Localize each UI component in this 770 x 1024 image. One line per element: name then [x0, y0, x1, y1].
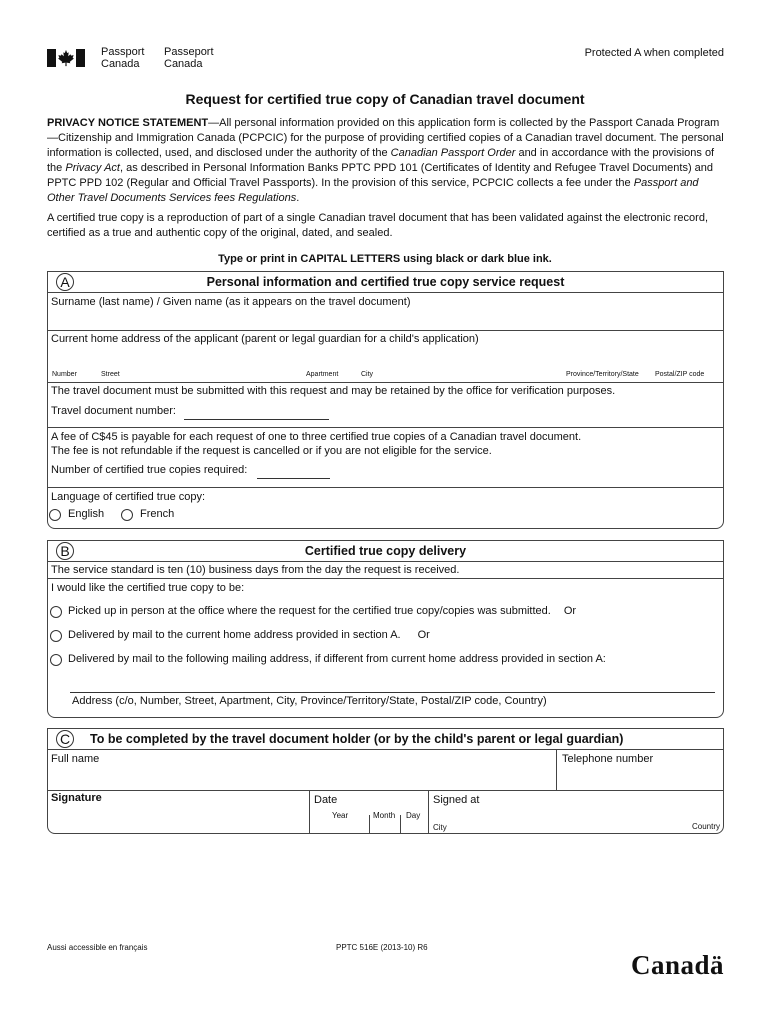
- canada-flag-logo: [47, 49, 85, 67]
- english-radio[interactable]: [49, 509, 61, 521]
- name-phone-divider: [556, 750, 557, 791]
- mail-other-radio[interactable]: [50, 654, 62, 666]
- intro-paragraph: A certified true copy is a reproduction of part of a single Canadian travel document that has been validated against the electronic record, certified as a true and authentic copy of the original, dated, and sealed.: [47, 212, 709, 239]
- addr-number-label: Number: [52, 371, 77, 378]
- copies-input[interactable]: [257, 478, 330, 479]
- day-label: Day: [406, 811, 421, 820]
- year-label: Year: [332, 811, 349, 820]
- section-a: [47, 271, 724, 529]
- mailing-address-input[interactable]: [70, 692, 715, 693]
- section-b-header: [48, 541, 723, 562]
- form-code: PPTC 516E (2013-10) R6: [336, 943, 428, 952]
- month-day-divider: [400, 815, 401, 833]
- privacy-notice: PRIVACY NOTICE STATEMENT—All personal information provided on this application form is collected by the Passport Canada Program—Citizenship and Immigration Canada (PCPCIC) for the purpose of providing certified copies of a Canadian travel document. The personal information is collected, used, and disclosed under the authority of the Canadian Passport Order and in accordance with the provisions of the Privacy Act, as described in Personal Information Banks PPTC PPD 101 (Certificates of Identity and Refugee Travel Documents) and PPTC PPD 102 (Regular and Official Travel Passports). In the provision of this service, PCPCIC collects a fee under the Passport and Other Travel Documents Services fees Regulations.: [47, 117, 724, 204]
- date-label: Date: [314, 794, 338, 806]
- french-label: French: [140, 508, 175, 520]
- telephone-label: Telephone number: [562, 753, 654, 765]
- date-signed-divider: [428, 791, 429, 833]
- language-row: [48, 488, 723, 528]
- section-b: [47, 540, 724, 718]
- home-address-field[interactable]: [48, 331, 723, 383]
- document-number-input[interactable]: [184, 419, 329, 420]
- surname-label: Surname (last name) / Given name (as it appears on the travel document): [51, 296, 411, 308]
- ink-instruction: Type or print in CAPITAL LETTERS using black or dark blue ink.: [218, 253, 552, 265]
- section-c-header: [48, 729, 723, 750]
- section-b-title: Certified true copy delivery: [304, 544, 467, 558]
- delivery-options: [48, 579, 723, 717]
- form-title: Request for certified true copy of Canadian travel document: [185, 91, 585, 107]
- section-c-letter: C: [56, 730, 74, 748]
- fee-row: [48, 428, 723, 488]
- addr-postal-label: Postal/ZIP code: [655, 371, 705, 378]
- section-a-header: [48, 272, 723, 293]
- signed-at-label: Signed at: [433, 794, 480, 806]
- signature-date-divider: [309, 791, 310, 833]
- copies-label: Number of certified true copies required:: [51, 464, 248, 476]
- service-standard-row: [48, 562, 723, 579]
- addr-province-label: Province/Territory/State: [566, 371, 639, 378]
- language-label: Language of certified true copy:: [51, 491, 206, 503]
- mailing-address-label: Address (c/o, Number, Street, Apartment, City, Province/Territory/State, Postal/ZIP code, Country): [72, 695, 547, 707]
- addr-street-label: Street: [101, 371, 120, 378]
- fee-line-2: The fee is not refundable if the request is cancelled or if you are not eligible for the service.: [51, 445, 492, 457]
- city-label: City: [433, 823, 447, 832]
- pickup-label: Picked up in person at the office where the request for the certified true copy/copies was submitted. Or: [68, 605, 577, 617]
- full-name-label: Full name: [51, 753, 100, 765]
- section-c: [47, 728, 724, 834]
- country-label: Country: [691, 822, 720, 831]
- section-a-title: Personal information and certified true copy service request: [206, 275, 565, 289]
- surname-field[interactable]: [48, 293, 723, 331]
- mail-home-label: Delivered by mail to the current home address provided in section A. Or: [68, 629, 430, 641]
- french-radio[interactable]: [121, 509, 133, 521]
- french-availability: Aussi accessible en français: [47, 943, 148, 952]
- would-like-label: I would like the certified true copy to be:: [51, 582, 245, 594]
- mail-other-label: Delivered by mail to the following mailing address, if different from current home address provided in section A:: [68, 653, 606, 665]
- english-label: English: [68, 508, 105, 520]
- signature-label: Signature: [51, 792, 102, 804]
- section-b-letter: B: [56, 542, 74, 560]
- document-number-label: Travel document number:: [51, 405, 176, 417]
- document-notice: The travel document must be submitted with this request and may be retained by the office for verification purposes.: [51, 385, 616, 397]
- addr-city-label: City: [361, 371, 374, 378]
- canada-wordmark-logo: Canadä: [630, 950, 724, 980]
- signature-row: [48, 791, 723, 833]
- protected-label: Protected A when completed: [584, 47, 724, 59]
- fee-line-1: A fee of C$45 is payable for each request of one to three certified true copies of a Canadian travel document.: [51, 431, 582, 443]
- travel-document-row: [48, 383, 723, 428]
- addr-apartment-label: Apartment: [306, 371, 339, 378]
- brand-french: Passeport Canada: [164, 46, 214, 70]
- section-a-letter: A: [56, 273, 74, 291]
- brand-english: Passport Canada: [101, 46, 145, 70]
- home-address-label: Current home address of the applicant (parent or legal guardian for a child's application): [51, 333, 479, 345]
- maple-leaf-icon: [57, 49, 75, 67]
- mail-home-radio[interactable]: [50, 630, 62, 642]
- year-month-divider: [369, 815, 370, 833]
- service-standard: The service standard is ten (10) business days from the day the request is received.: [51, 564, 460, 576]
- month-label: Month: [373, 811, 396, 820]
- name-phone-row: [48, 750, 723, 791]
- section-c-title: To be completed by the travel document holder (or by the child's parent or legal guardian): [90, 732, 624, 746]
- pickup-radio[interactable]: [50, 606, 62, 618]
